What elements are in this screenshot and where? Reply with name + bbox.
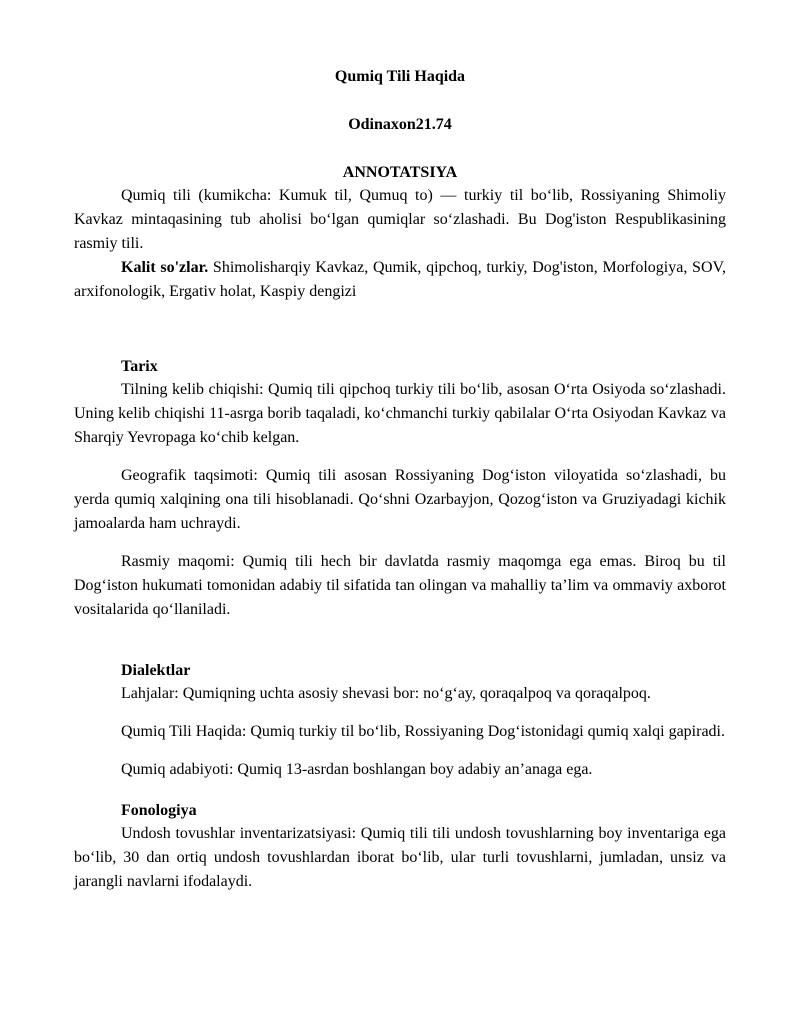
spacer xyxy=(74,706,726,720)
spacer xyxy=(74,450,726,464)
spacer xyxy=(74,782,726,800)
spacer xyxy=(74,536,726,550)
spacer xyxy=(74,304,726,356)
document-page xyxy=(74,66,726,894)
paragraph-fonologiya-1: Undosh tovushlar inventarizatsiyasi: Qumiq tili tili undosh tovushlarning boy inventariga ega bo‘lib, 30 dan ortiq undosh tovushlardan iborat bo‘lib, ular turli tovushlarni, jumladan, unsiz va jarangli navlarni ifodalaydi. xyxy=(74,825,726,890)
paragraph-tarix-2: Geografik taqsimoti: Qumiq tili asosan Rossiyaning Dog‘iston viloyatida so‘zlashadi, bu yerda qumiq xalqining ona tili hisoblanadi. Qo‘shni Ozarbayjon, Qozog‘iston va Gruziyadagi kichik jamoalarda ham uchraydi. xyxy=(74,467,726,532)
section-heading-tarix: Tarix xyxy=(121,358,158,375)
spacer xyxy=(74,622,726,660)
paragraph-dialektlar-3: Qumiq adabiyoti: Qumiq 13-asrdan boshlangan boy adabiy an’anaga ega. xyxy=(121,761,593,778)
spacer xyxy=(74,744,726,758)
paragraph-dialektlar-2: Qumiq Tili Haqida: Qumiq turkiy til bo‘lib, Rossiyaning Dog‘istonidagi qumiq xalqi gapiradi. xyxy=(121,723,725,740)
annotation-heading: ANNOTATSIYA xyxy=(342,164,458,181)
keywords-text: Shimolisharqiy Kavkaz, Qumik, qipchoq, turkiy, Dog'iston, Morfologiya, SOV, arxifonologik, Ergativ holat, Kaspiy dengizi xyxy=(74,259,727,300)
section-heading-fonologiya: Fonologiya xyxy=(121,802,197,819)
paragraph-tarix-3: Rasmiy maqomi: Qumiq tili hech bir davlatda rasmiy maqomga ega emas. Biroq bu til Dog‘iston hukumati tomonidan adabiy til sifatida tan olingan va mahalliy ta’lim va ommaviy axborot vositalarida qo‘llaniladi. xyxy=(74,553,726,618)
keywords-label: Kalit so'zlar. xyxy=(121,259,209,276)
section-heading-dialektlar: Dialektlar xyxy=(121,662,191,679)
paragraph-dialektlar-1: Lahjalar: Qumiqning uchta asosiy shevasi bor: no‘g‘ay, qoraqalpoq va qoraqalpoq. xyxy=(121,685,651,702)
document-title: Qumiq Tili Haqida xyxy=(334,68,466,85)
keywords-paragraph xyxy=(74,256,726,304)
document-author: Odinaxon21.74 xyxy=(348,116,452,133)
paragraph-tarix-1: Tilning kelib chiqishi: Qumiq tili qipchoq turkiy tili bo‘lib, asosan O‘rta Osiyoda so‘zlashadi. Uning kelib chiqishi 11-asrga borib taqaladi, ko‘chmanchi turkiy qabilalar O‘rta Osiyodan Kavkaz va Sharqiy Yevropaga ko‘chib kelgan. xyxy=(74,381,726,446)
annotation-text: Qumiq tili (kumikcha: Kumuk til, Qumuq to) — turkiy til bo‘lib, Rossiyaning Shimoliy Kavkaz mintaqasining tub aholisi bo‘lgan qumiqlar so‘zlashadi. Bu Dog'iston Respublikasining rasmiy tili. xyxy=(74,187,726,252)
